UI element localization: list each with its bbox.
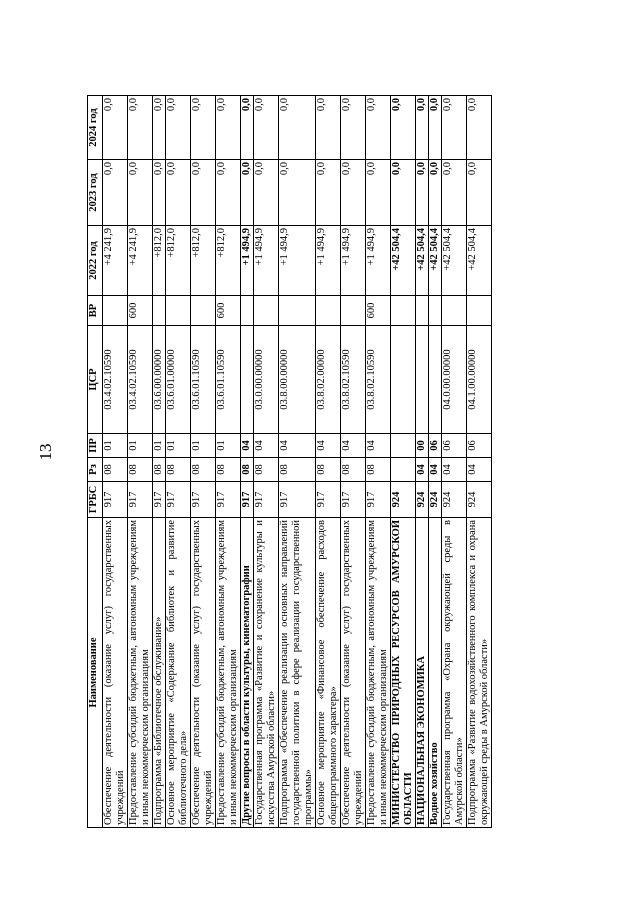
- table-cell-grbs: 917: [153, 482, 166, 518]
- table-cell-csr: 03.6.01.00000: [166, 326, 191, 434]
- table-cell-2022: +812,0: [216, 226, 241, 296]
- table-cell-vr: [191, 296, 216, 326]
- table-cell-grbs: 917: [254, 482, 279, 518]
- table-cell-pr: 04: [316, 434, 341, 458]
- table-cell-rz: 04: [416, 458, 429, 482]
- table-cell-pr: 06: [442, 434, 467, 458]
- table-cell-vr: 600: [216, 296, 241, 326]
- table-cell-pr: 06: [429, 434, 442, 458]
- header-2024: 2024 год: [88, 96, 103, 160]
- table-cell-rz: 04: [442, 458, 467, 482]
- table-cell-csr: 03.4.02.10590: [103, 326, 128, 434]
- table-cell-vr: [153, 296, 166, 326]
- table-cell-grbs: 917: [366, 482, 391, 518]
- table-cell-name: Основное мероприятие «Финансовое обеспечение расходов общепрограммного характера»: [316, 518, 341, 828]
- table-cell-grbs: 917: [191, 482, 216, 518]
- table-cell-vr: [391, 296, 416, 326]
- table-cell-2024: 0,0: [442, 96, 467, 160]
- table-cell-2024: 0,0: [166, 96, 191, 160]
- table-cell-grbs: 917: [103, 482, 128, 518]
- table-row: [341, 96, 366, 828]
- table-row: [279, 96, 316, 828]
- table-row: [241, 96, 254, 828]
- table-cell-2024: 0,0: [191, 96, 216, 160]
- table-cell-name: Предоставление субсидий бюджетным, автономным учреждениям и иным некоммерческим организациям: [128, 518, 153, 828]
- table-cell-2023: 0,0: [254, 160, 279, 226]
- table-cell-2024: 0,0: [279, 96, 316, 160]
- table-cell-rz: 04: [429, 458, 442, 482]
- table-cell-2022: +42 504,4: [429, 226, 442, 296]
- table-cell-csr: 03.0.00.00000: [254, 326, 279, 434]
- table-cell-2024: 0,0: [241, 96, 254, 160]
- table-cell-rz: 08: [316, 458, 341, 482]
- table-cell-2022: +812,0: [191, 226, 216, 296]
- table-row: [429, 96, 442, 828]
- table-cell-2024: 0,0: [391, 96, 416, 160]
- table-cell-2023: 0,0: [103, 160, 128, 226]
- table-cell-2023: 0,0: [166, 160, 191, 226]
- table-cell-grbs: 924: [391, 482, 416, 518]
- table-cell-pr: [391, 434, 416, 458]
- table-cell-rz: 08: [241, 458, 254, 482]
- table-cell-2024: 0,0: [316, 96, 341, 160]
- table-cell-pr: 01: [216, 434, 241, 458]
- table-cell-pr: 04: [254, 434, 279, 458]
- table-cell-csr: [241, 326, 254, 434]
- table-cell-rz: 08: [216, 458, 241, 482]
- table-cell-2023: 0,0: [391, 160, 416, 226]
- table-cell-2022: +4 241,9: [128, 226, 153, 296]
- table-cell-grbs: 917: [279, 482, 316, 518]
- table-cell-name: Предоставление субсидий бюджетным, автономным учреждениям и иным некоммерческим организациям: [216, 518, 241, 828]
- table-cell-grbs: 917: [341, 482, 366, 518]
- table-cell-name: Подпрограмма «Обеспечение реализации основных направлений государственной политики в сфере реализации государственной программы»: [279, 518, 316, 828]
- table-cell-csr: [391, 326, 416, 434]
- header-vr: ВР: [88, 296, 103, 326]
- table-cell-csr: 03.6.00.00000: [153, 326, 166, 434]
- table-cell-2024: 0,0: [416, 96, 429, 160]
- header-pr: ПР: [88, 434, 103, 458]
- header-2023: 2023 год: [88, 160, 103, 226]
- table-cell-rz: 08: [166, 458, 191, 482]
- table-cell-csr: 03.6.01.10590: [216, 326, 241, 434]
- table-row: [366, 96, 391, 828]
- table-row: [254, 96, 279, 828]
- table-cell-vr: 600: [128, 296, 153, 326]
- table-cell-2022: +1 494,9: [366, 226, 391, 296]
- table-cell-2023: 0,0: [416, 160, 429, 226]
- table-cell-rz: 08: [279, 458, 316, 482]
- table-cell-2024: 0,0: [341, 96, 366, 160]
- table-cell-vr: [166, 296, 191, 326]
- header-rz: Рз: [88, 458, 103, 482]
- table-cell-pr: 01: [191, 434, 216, 458]
- table-row: [467, 96, 492, 828]
- table-cell-csr: 04.0.00.00000: [442, 326, 467, 434]
- table-cell-rz: 08: [254, 458, 279, 482]
- budget-table-page: [87, 96, 557, 828]
- table-cell-name: Подпрограмма «Развитие водохозяйственного комплекса и охрана окружающей среды в Амурской области»: [467, 518, 492, 828]
- table-cell-2023: 0,0: [316, 160, 341, 226]
- table-cell-vr: [341, 296, 366, 326]
- table-row: [191, 96, 216, 828]
- table-cell-2024: 0,0: [128, 96, 153, 160]
- table-cell-name: Другие вопросы в области культуры, кинематографии: [241, 518, 254, 828]
- table-cell-2023: 0,0: [341, 160, 366, 226]
- table-cell-vr: [103, 296, 128, 326]
- table-cell-rz: 08: [153, 458, 166, 482]
- table-cell-name: Обеспечение деятельности (оказание услуг) государственных учреждений: [341, 518, 366, 828]
- page-number: 13: [36, 443, 55, 461]
- table-cell-name: Предоставление субсидий бюджетным, автономным учреждениям и иным некоммерческим организациям: [366, 518, 391, 828]
- table-cell-vr: [467, 296, 492, 326]
- table-cell-2023: 0,0: [128, 160, 153, 226]
- table-row: [442, 96, 467, 828]
- table-cell-grbs: 917: [128, 482, 153, 518]
- table-cell-grbs: 917: [241, 482, 254, 518]
- table-cell-pr: 01: [166, 434, 191, 458]
- table-cell-2023: 0,0: [429, 160, 442, 226]
- table-cell-2023: 0,0: [366, 160, 391, 226]
- table-cell-rz: 08: [128, 458, 153, 482]
- table-cell-csr: 04.1.00.00000: [467, 326, 492, 434]
- table-cell-grbs: 924: [416, 482, 429, 518]
- rotated-table-wrapper: [87, 96, 557, 828]
- table-cell-pr: 01: [128, 434, 153, 458]
- table-cell-pr: 01: [153, 434, 166, 458]
- table-cell-grbs: 917: [216, 482, 241, 518]
- table-cell-grbs: 924: [467, 482, 492, 518]
- header-2022: 2022 год: [88, 226, 103, 296]
- header-csr: ЦСР: [88, 326, 103, 434]
- table-cell-2022: +42 504,4: [391, 226, 416, 296]
- table-row: [128, 96, 153, 828]
- table-cell-rz: 08: [341, 458, 366, 482]
- table-cell-grbs: 924: [429, 482, 442, 518]
- table-cell-vr: [254, 296, 279, 326]
- table-cell-name: Подпрограмма «Библиотечное обслуживание»: [153, 518, 166, 828]
- table-cell-2022: +1 494,9: [279, 226, 316, 296]
- table-cell-2022: +1 494,9: [254, 226, 279, 296]
- table-cell-vr: [416, 296, 429, 326]
- table-cell-name: Государственная программа «Охрана окружающей среды в Амурской области»: [442, 518, 467, 828]
- table-row: [166, 96, 191, 828]
- table-cell-name: Водное хозяйство: [429, 518, 442, 828]
- table-cell-name: Основное мероприятие «Содержание библиотек и развитие библиотечного дела»: [166, 518, 191, 828]
- table-cell-csr: 03.8.02.10590: [366, 326, 391, 434]
- table-cell-name: Обеспечение деятельности (оказание услуг) государственных учреждений: [191, 518, 216, 828]
- table-cell-2023: 0,0: [216, 160, 241, 226]
- table-cell-pr: 04: [241, 434, 254, 458]
- table-cell-2023: 0,0: [241, 160, 254, 226]
- table-cell-rz: 08: [103, 458, 128, 482]
- table-cell-2024: 0,0: [216, 96, 241, 160]
- table-cell-2022: +812,0: [153, 226, 166, 296]
- table-cell-rz: 04: [467, 458, 492, 482]
- table-row: [216, 96, 241, 828]
- table-cell-rz: [391, 458, 416, 482]
- table-cell-csr: [416, 326, 429, 434]
- table-cell-pr: 00: [416, 434, 429, 458]
- table-cell-rz: 08: [366, 458, 391, 482]
- table-cell-2022: +1 494,9: [341, 226, 366, 296]
- table-cell-grbs: 917: [316, 482, 341, 518]
- table-cell-2024: 0,0: [254, 96, 279, 160]
- table-cell-2023: 0,0: [191, 160, 216, 226]
- table-cell-csr: [429, 326, 442, 434]
- header-name: Наименование: [88, 518, 103, 828]
- table-cell-name: Государственная программа «Развитие и сохранение культуры и искусства Амурской области»: [254, 518, 279, 828]
- table-cell-2024: 0,0: [429, 96, 442, 160]
- table-cell-2022: +4 241,9: [103, 226, 128, 296]
- table-cell-pr: 04: [366, 434, 391, 458]
- table-cell-grbs: 917: [166, 482, 191, 518]
- table-cell-2023: 0,0: [442, 160, 467, 226]
- table-cell-2024: 0,0: [366, 96, 391, 160]
- table-cell-vr: [316, 296, 341, 326]
- table-cell-csr: 03.6.01.10590: [191, 326, 216, 434]
- table-cell-pr: 06: [467, 434, 492, 458]
- table-cell-csr: 03.8.02.10590: [341, 326, 366, 434]
- table-cell-csr: 03.4.02.10590: [128, 326, 153, 434]
- table-cell-vr: [429, 296, 442, 326]
- table-cell-vr: [442, 296, 467, 326]
- table-cell-2022: +812,0: [166, 226, 191, 296]
- table-cell-name: МИНИСТЕРСТВО ПРИРОДНЫХ РЕСУРСОВ АМУРСКОЙ ОБЛАСТИ: [391, 518, 416, 828]
- header-grbs: ГРБС: [88, 482, 103, 518]
- table-cell-2022: +42 504,4: [416, 226, 429, 296]
- table-cell-2024: 0,0: [467, 96, 492, 160]
- table-row: [153, 96, 166, 828]
- table-cell-rz: 08: [191, 458, 216, 482]
- table-cell-vr: [241, 296, 254, 326]
- table-cell-2024: 0,0: [103, 96, 128, 160]
- table-cell-vr: [279, 296, 316, 326]
- table-cell-csr: 03.8.00.00000: [279, 326, 316, 434]
- table-cell-2024: 0,0: [153, 96, 166, 160]
- budget-table: [87, 95, 492, 828]
- table-header-row: [88, 96, 103, 828]
- table-cell-2022: +1 494,9: [241, 226, 254, 296]
- table-cell-pr: 04: [341, 434, 366, 458]
- table-cell-2022: +1 494,9: [316, 226, 341, 296]
- table-row: [316, 96, 341, 828]
- table-cell-2023: 0,0: [153, 160, 166, 226]
- table-row: [103, 96, 128, 828]
- table-cell-2023: 0,0: [467, 160, 492, 226]
- table-cell-name: Обеспечение деятельности (оказание услуг) государственных учреждений: [103, 518, 128, 828]
- table-cell-2022: +42 504,4: [467, 226, 492, 296]
- table-row: [416, 96, 429, 828]
- table-cell-vr: 600: [366, 296, 391, 326]
- table-cell-2023: 0,0: [279, 160, 316, 226]
- table-row: [391, 96, 416, 828]
- table-cell-pr: 01: [103, 434, 128, 458]
- table-cell-name: НАЦИОНАЛЬНАЯ ЭКОНОМИКА: [416, 518, 429, 828]
- table-cell-pr: 04: [279, 434, 316, 458]
- table-cell-2022: +42 504,4: [442, 226, 467, 296]
- table-cell-grbs: 924: [442, 482, 467, 518]
- table-cell-csr: 03.8.02.00000: [316, 326, 341, 434]
